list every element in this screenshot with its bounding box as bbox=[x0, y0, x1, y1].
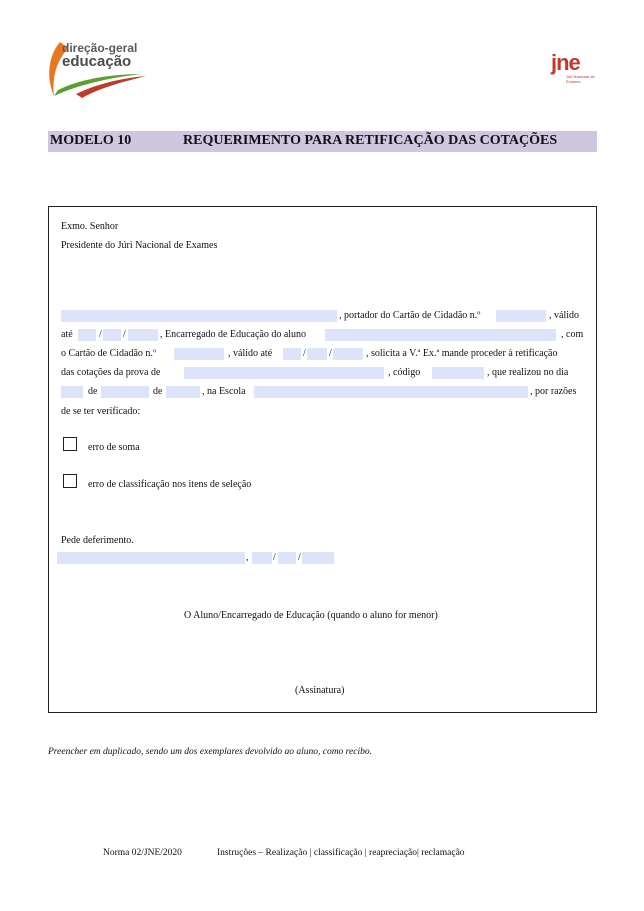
recipient: Presidente do Júri Nacional de Exames bbox=[61, 240, 218, 251]
exam-code-field[interactable] bbox=[432, 367, 484, 379]
student-name-field[interactable] bbox=[325, 329, 556, 341]
line5-text-d: , por razões bbox=[530, 386, 577, 397]
line3-text-b: , válido até bbox=[228, 348, 273, 359]
line2-text-a: até bbox=[61, 329, 73, 340]
dge-logo-line1: direção-geral bbox=[62, 41, 138, 55]
line5-text-a: de bbox=[88, 386, 98, 397]
form-box bbox=[48, 206, 597, 713]
date-slash: / bbox=[303, 348, 306, 359]
checkbox-classification-error[interactable] bbox=[63, 474, 77, 488]
comma: , bbox=[246, 552, 249, 563]
valid-month-field[interactable] bbox=[103, 329, 121, 341]
signer-label: O Aluno/Encarregado de Educação (quando o aluno for menor) bbox=[184, 610, 438, 621]
valid-year-field[interactable] bbox=[128, 329, 158, 341]
dge-logo-line2: educação bbox=[62, 53, 132, 70]
exam-month-field[interactable] bbox=[101, 386, 149, 398]
line3-text-c: , solicita a V.ª Ex.ª mande proceder à retificação bbox=[366, 348, 558, 359]
footer-instructions: Instruções – Realização | classificação | reapreciação| reclamação bbox=[217, 848, 465, 858]
model-number: MODELO 10 bbox=[50, 133, 132, 148]
student-valid-day-field[interactable] bbox=[283, 348, 301, 360]
student-valid-month-field[interactable] bbox=[307, 348, 327, 360]
line5-text-c: , na Escola bbox=[202, 386, 246, 397]
salutation: Exmo. Senhor bbox=[61, 221, 119, 232]
exam-name-field[interactable] bbox=[184, 367, 384, 379]
school-field[interactable] bbox=[254, 386, 528, 398]
date-slash: / bbox=[99, 329, 102, 340]
jne-logo-subtitle: Júri Nacional de Exames bbox=[566, 74, 595, 84]
sign-year-field[interactable] bbox=[302, 552, 334, 564]
checkbox-sum-error[interactable] bbox=[63, 437, 77, 451]
student-valid-year-field[interactable] bbox=[333, 348, 363, 360]
sign-day-field[interactable] bbox=[252, 552, 272, 564]
line3-text-a: o Cartão de Cidadão n.º bbox=[61, 348, 157, 359]
signature-label: (Assinatura) bbox=[295, 685, 345, 696]
sign-month-field[interactable] bbox=[278, 552, 296, 564]
line4-text-b: , código bbox=[388, 367, 421, 378]
place-field[interactable] bbox=[57, 552, 245, 564]
line2-text-c: , com bbox=[561, 329, 584, 340]
footer-norma: Norma 02/JNE/2020 bbox=[103, 848, 182, 858]
student-cc-field[interactable] bbox=[174, 348, 224, 360]
line2-text-b: , Encarregado de Educação do aluno bbox=[160, 329, 307, 340]
valid-day-field[interactable] bbox=[78, 329, 96, 341]
line1-text-a: , portador do Cartão de Cidadão n.º bbox=[339, 310, 481, 321]
line1-text-b: , válido bbox=[549, 310, 579, 321]
date-slash: / bbox=[123, 329, 126, 340]
date-slash: / bbox=[273, 552, 276, 563]
footer-note: Preencher em duplicado, sendo um dos exemplares devolvido ao aluno, como recibo. bbox=[48, 747, 372, 757]
closing-text: Pede deferimento. bbox=[61, 535, 134, 546]
line6-text: de se ter verificado: bbox=[61, 406, 141, 417]
line4-text-c: , que realizou no dia bbox=[487, 367, 569, 378]
exam-day-field[interactable] bbox=[61, 386, 83, 398]
cc-number-field[interactable] bbox=[496, 310, 546, 322]
line5-text-b: de bbox=[153, 386, 163, 397]
line4-text-a: das cotações da prova de bbox=[61, 367, 161, 378]
date-slash: / bbox=[329, 348, 332, 359]
name-field[interactable] bbox=[61, 310, 337, 322]
jne-logo-letters: jne bbox=[551, 50, 580, 75]
option-label-classification-error: erro de classificação nos itens de seleção bbox=[88, 479, 252, 490]
dge-logo-text bbox=[62, 42, 137, 68]
page-title: REQUERIMENTO PARA RETIFICAÇÃO DAS COTAÇÕES bbox=[183, 133, 558, 148]
exam-year-field[interactable] bbox=[166, 386, 200, 398]
option-label-sum-error: erro de soma bbox=[88, 442, 140, 453]
date-slash: / bbox=[298, 552, 301, 563]
